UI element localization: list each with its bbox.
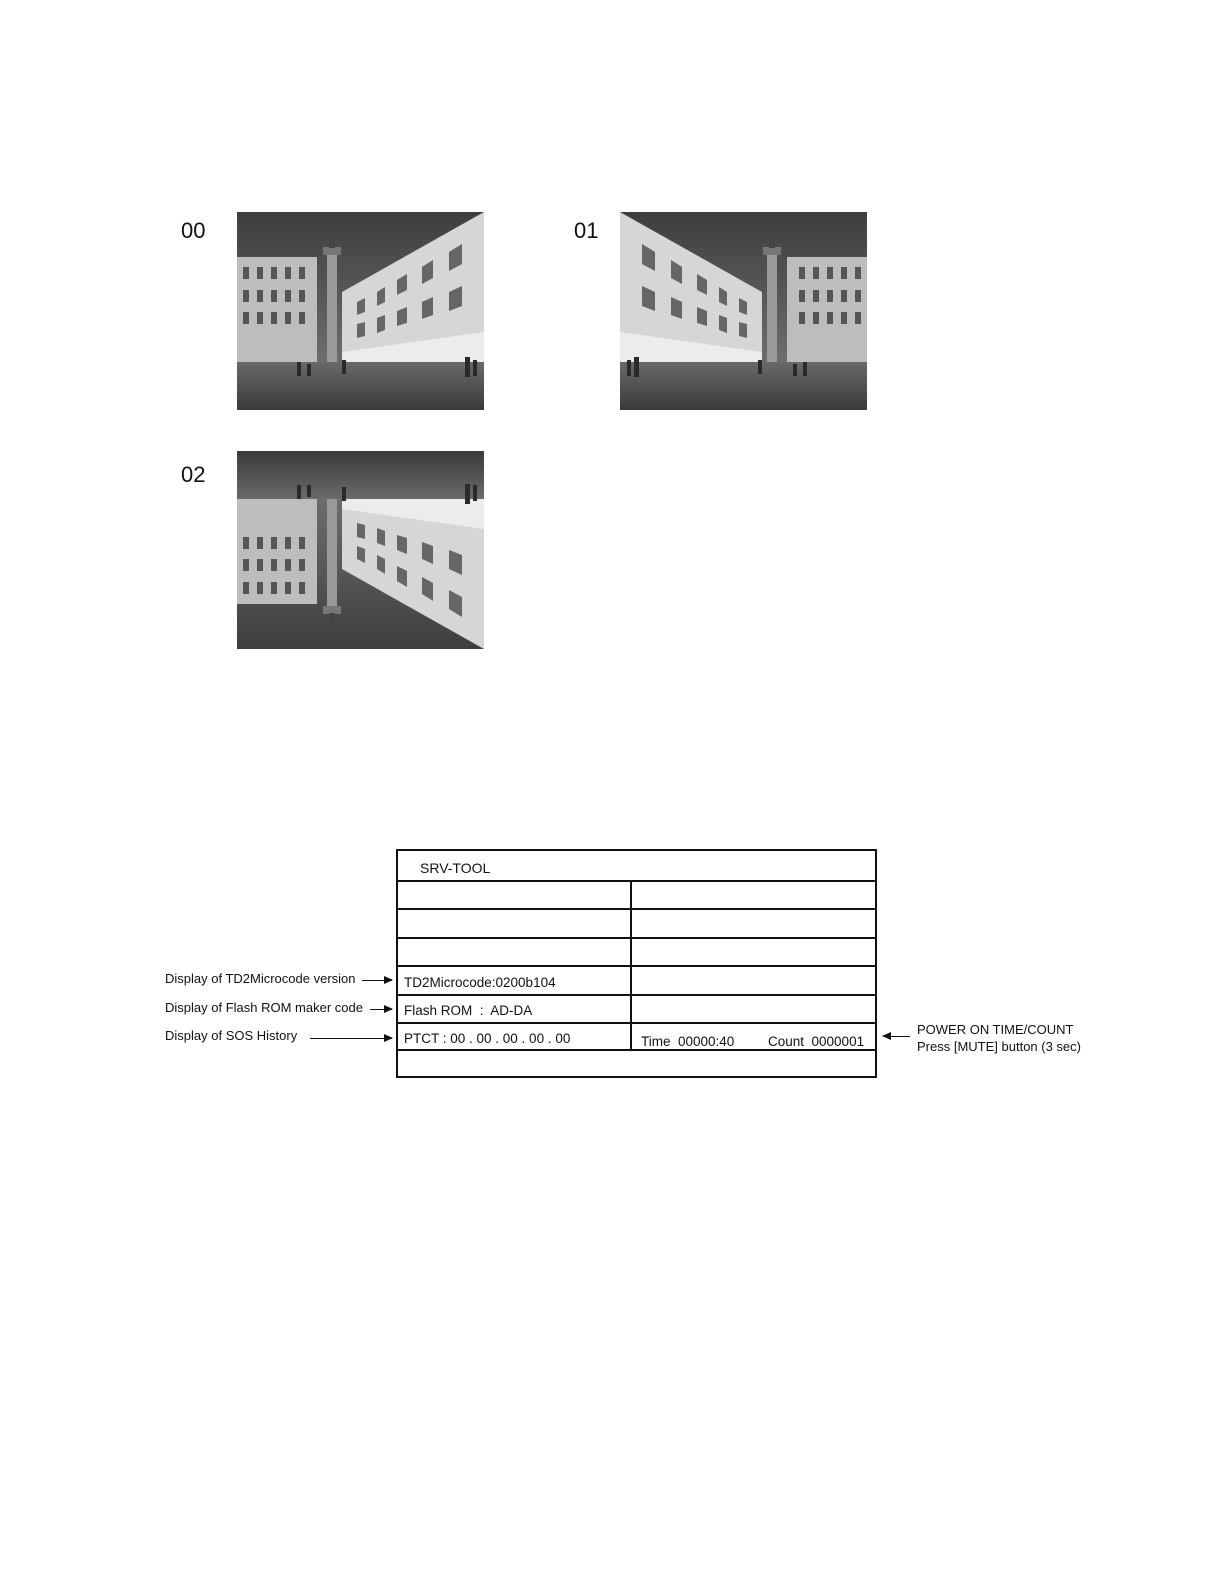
picture-label-02: 02 (181, 462, 206, 487)
photo-normal (237, 212, 484, 410)
arrow-icon (310, 1038, 392, 1039)
srv-tool-screen (396, 849, 877, 1078)
divider (398, 1049, 875, 1051)
picture-label-01: 01 (574, 218, 599, 243)
street-scene-image (237, 212, 484, 410)
street-scene-image (620, 212, 867, 410)
annotation-power-on: POWER ON TIME/COUNT (917, 1022, 1074, 1037)
annotation-flash-rom: Display of Flash ROM maker code (165, 1000, 363, 1015)
divider (398, 908, 875, 910)
arrow-icon (362, 980, 392, 981)
divider (398, 994, 875, 996)
flash-rom-value: Flash ROM : AD-DA (404, 1003, 533, 1018)
photo-mirror (620, 212, 867, 410)
divider (398, 880, 875, 882)
ptct-value: PTCT : 00 . 00 . 00 . 00 . 00 (404, 1031, 571, 1046)
arrow-icon (883, 1036, 910, 1037)
arrow-icon (370, 1009, 392, 1010)
microcode-value: TD2Microcode:0200b104 (404, 975, 556, 990)
divider (398, 937, 875, 939)
srv-tool-title: SRV-TOOL (420, 860, 491, 876)
column-divider (630, 880, 632, 1051)
photo-upside-down (237, 451, 484, 649)
power-on-count-value: Count 0000001 (768, 1034, 865, 1049)
power-on-time-value: Time 00000:40 (641, 1034, 735, 1049)
divider (398, 965, 875, 967)
divider (398, 1022, 875, 1024)
annotation-sos-history: Display of SOS History (165, 1028, 298, 1043)
street-scene-image (237, 451, 484, 649)
picture-label-00: 00 (181, 218, 206, 243)
annotation-microcode: Display of TD2Microcode version (165, 971, 356, 986)
annotation-mute-hint: Press [MUTE] button (3 sec) (917, 1039, 1081, 1054)
